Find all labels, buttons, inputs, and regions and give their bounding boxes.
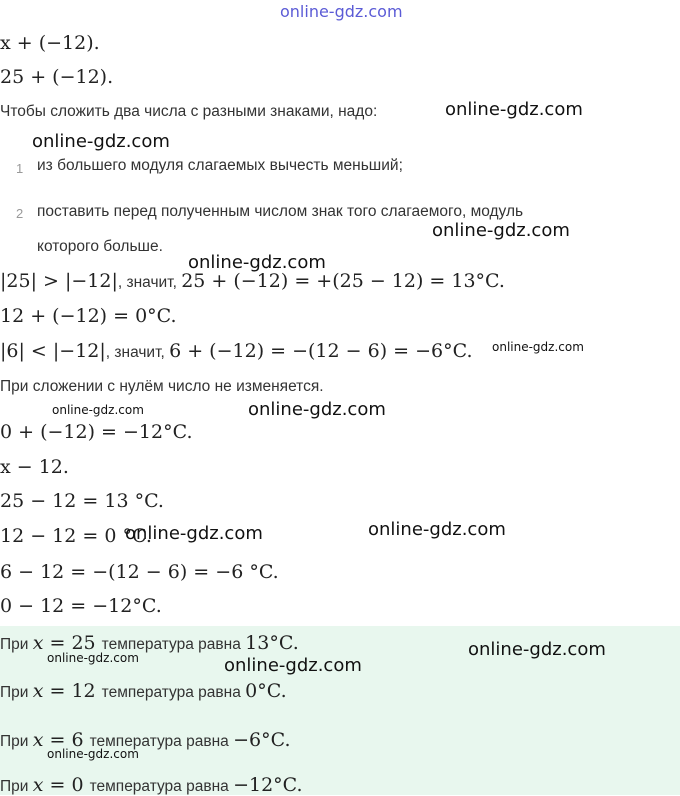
watermark: online-gdz.com: [445, 99, 583, 120]
answer-row: [0, 680, 287, 702]
list-item-text: из большего модуля слагаемых вычесть меньший;: [37, 157, 403, 174]
answer-row: [0, 774, 303, 796]
list-item-text: поставить перед полученным числом знак того слагаемого, модуль: [37, 203, 524, 220]
math-modulus-compare: |25| > |−12|: [0, 270, 118, 292]
expr-0-minus-12: 0 − 12 = −12°C.: [0, 595, 162, 617]
watermark: online-gdz.com: [432, 220, 570, 241]
answer-pre: При: [0, 684, 33, 701]
list-item-text-cont: которого больше.: [37, 238, 163, 255]
expr-25-plus-neg12: 25 + (−12).: [0, 66, 114, 88]
answer-var: x: [32, 680, 44, 702]
watermark: online-gdz.com: [188, 252, 326, 273]
list-number: 2: [16, 206, 24, 221]
answer-mid: температура равна: [89, 778, 234, 795]
watermark: online-gdz.com: [468, 639, 606, 660]
answer-val: −12°C.: [233, 774, 303, 796]
watermark: online-gdz.com: [224, 655, 362, 676]
expr-0-plus-neg12: 0 + (−12) = −12°C.: [0, 421, 193, 443]
answer-pre: При: [0, 778, 33, 795]
answer-mid: температура равна: [89, 733, 234, 750]
watermark: online-gdz.com: [32, 131, 170, 152]
answer-var: x: [32, 774, 44, 796]
expr-12-plus-neg12: 12 + (−12) = 0°C.: [0, 305, 177, 327]
answer-var: x: [32, 729, 44, 751]
answer-eq: = 25: [43, 632, 102, 654]
watermark-top: online-gdz.com: [280, 2, 403, 21]
answer-pre: При: [0, 733, 33, 750]
watermark: online-gdz.com: [248, 399, 386, 420]
text-znachit: , значит,: [117, 274, 182, 291]
answer-mid: температура равна: [101, 684, 246, 701]
answer-eq: = 12: [43, 680, 102, 702]
zero-rule: При сложении с нулём число не изменяется.: [0, 378, 324, 395]
watermark: online-gdz.com: [125, 523, 263, 544]
watermark: online-gdz.com: [47, 651, 139, 665]
expr-12-minus-12: 12 − 12 = 0 °C.: [0, 525, 152, 547]
watermark: online-gdz.com: [52, 403, 144, 417]
answer-val: −6°C.: [233, 729, 291, 751]
answer-val: 13°C.: [245, 632, 299, 654]
answer-row: [0, 632, 299, 654]
answer-row: [0, 729, 291, 751]
expr-x-plus-neg12: x + (−12).: [0, 32, 100, 54]
watermark: online-gdz.com: [492, 340, 584, 354]
example-modulus-6: [0, 340, 473, 362]
answer-pre: При: [0, 636, 33, 653]
answer-val: 0°C.: [245, 680, 287, 702]
answer-mid: температура равна: [101, 636, 246, 653]
answer-eq: = 6: [43, 729, 90, 751]
expr-6-minus-12: 6 − 12 = −(12 − 6) = −6 °C.: [0, 561, 279, 583]
text-znachit: , значит,: [105, 344, 170, 361]
math-result: 6 + (−12) = −(12 − 6) = −6°C.: [169, 340, 473, 362]
answer-eq: = 0: [43, 774, 90, 796]
watermark: online-gdz.com: [368, 519, 506, 540]
math-result: 25 + (−12) = +(25 − 12) = 13°C.: [181, 270, 505, 292]
answer-var: x: [32, 632, 44, 654]
math-modulus-compare: |6| < |−12|: [0, 340, 106, 362]
expr-x-minus-12: x − 12.: [0, 456, 69, 478]
watermark: online-gdz.com: [47, 747, 139, 761]
example-modulus-25: [0, 270, 505, 292]
rule-intro: Чтобы сложить два числа с разными знаками, надо:: [0, 103, 378, 120]
list-number: 1: [16, 161, 24, 176]
expr-25-minus-12: 25 − 12 = 13 °C.: [0, 490, 164, 512]
